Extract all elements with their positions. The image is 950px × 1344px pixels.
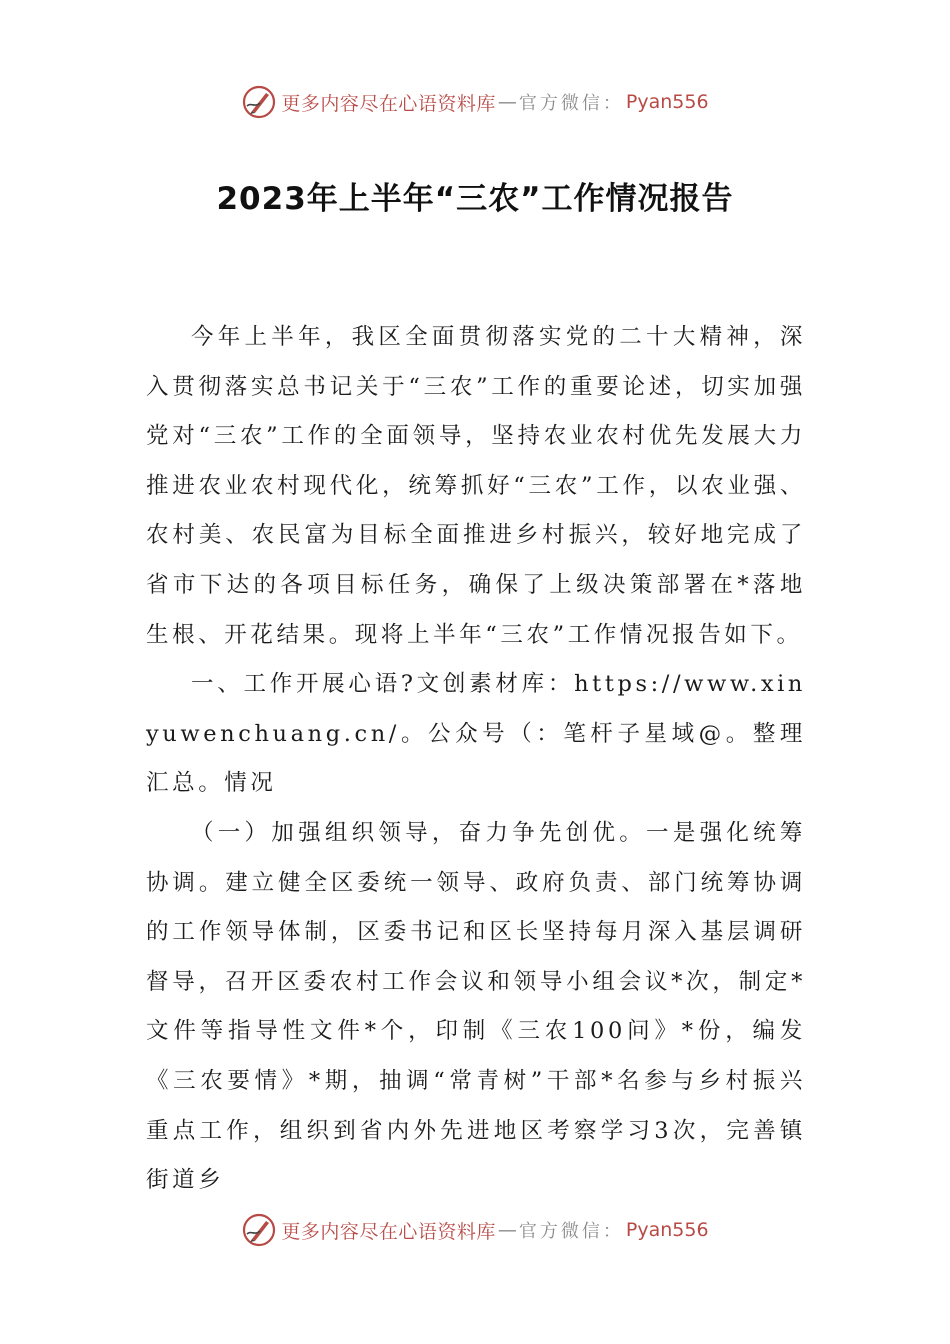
banner-separator: — <box>497 1219 517 1241</box>
banner-site-text: 更多内容尽在心语资料库 <box>281 1220 496 1243</box>
banner-separator: — <box>497 91 517 113</box>
subsection-paragraph: （一）加强组织领导，奋力争先创优。一是强化统筹协调。建立健全区委统一领导、政府负责、部门统筹协调的工作领导体制，区委书记和区长坚持每月深入基层调研督导，召开区委农村工作会议和领导小组会议*次，制定*文件等指导性文件*个，印制《三农100问》*份，编发《三农要情》*期，抽调“常青树”干部*名参与乡村振兴重点工作，组织到省内外先进地区考察学习3次，完善镇街道乡 <box>146 819 806 1194</box>
banner-wechat-id: Pyan556 <box>625 1219 709 1241</box>
section-heading: 一、工作开展心语?文创素材库：https://www.xinyuwenchuang.cn/。公众号（：笔杆子星域@。整理汇总。情况 <box>146 671 806 797</box>
pen-logo-icon <box>241 84 277 120</box>
banner-wechat-label: 官方微信： <box>518 93 624 114</box>
pen-logo-icon <box>241 1212 277 1248</box>
banner-site-text: 更多内容尽在心语资料库 <box>281 92 496 115</box>
banner-wechat-id: Pyan556 <box>625 91 709 113</box>
intro-paragraph: 今年上半年，我区全面贯彻落实党的二十大精神，深入贯彻落实总书记关于“三农”工作的重要论述，切实加强党对“三农”工作的全面领导，坚持农业农村优先发展大力推进农业农村现代化，统筹抓好“三农”工作，以农业强、农村美、农民富为目标全面推进乡村振兴，较好地完成了省市下达的各项目标任务，确保了上级决策部署在*落地生根、开花结果。现将上半年“三农”工作情况报告如下。 <box>146 324 806 648</box>
document-title: 2023年上半年“三农”工作情况报告 <box>216 181 734 217</box>
banner-wechat-label: 官方微信： <box>518 1221 624 1242</box>
footer-banner <box>0 1210 950 1250</box>
header-banner <box>0 82 950 122</box>
document-body <box>146 313 806 1206</box>
